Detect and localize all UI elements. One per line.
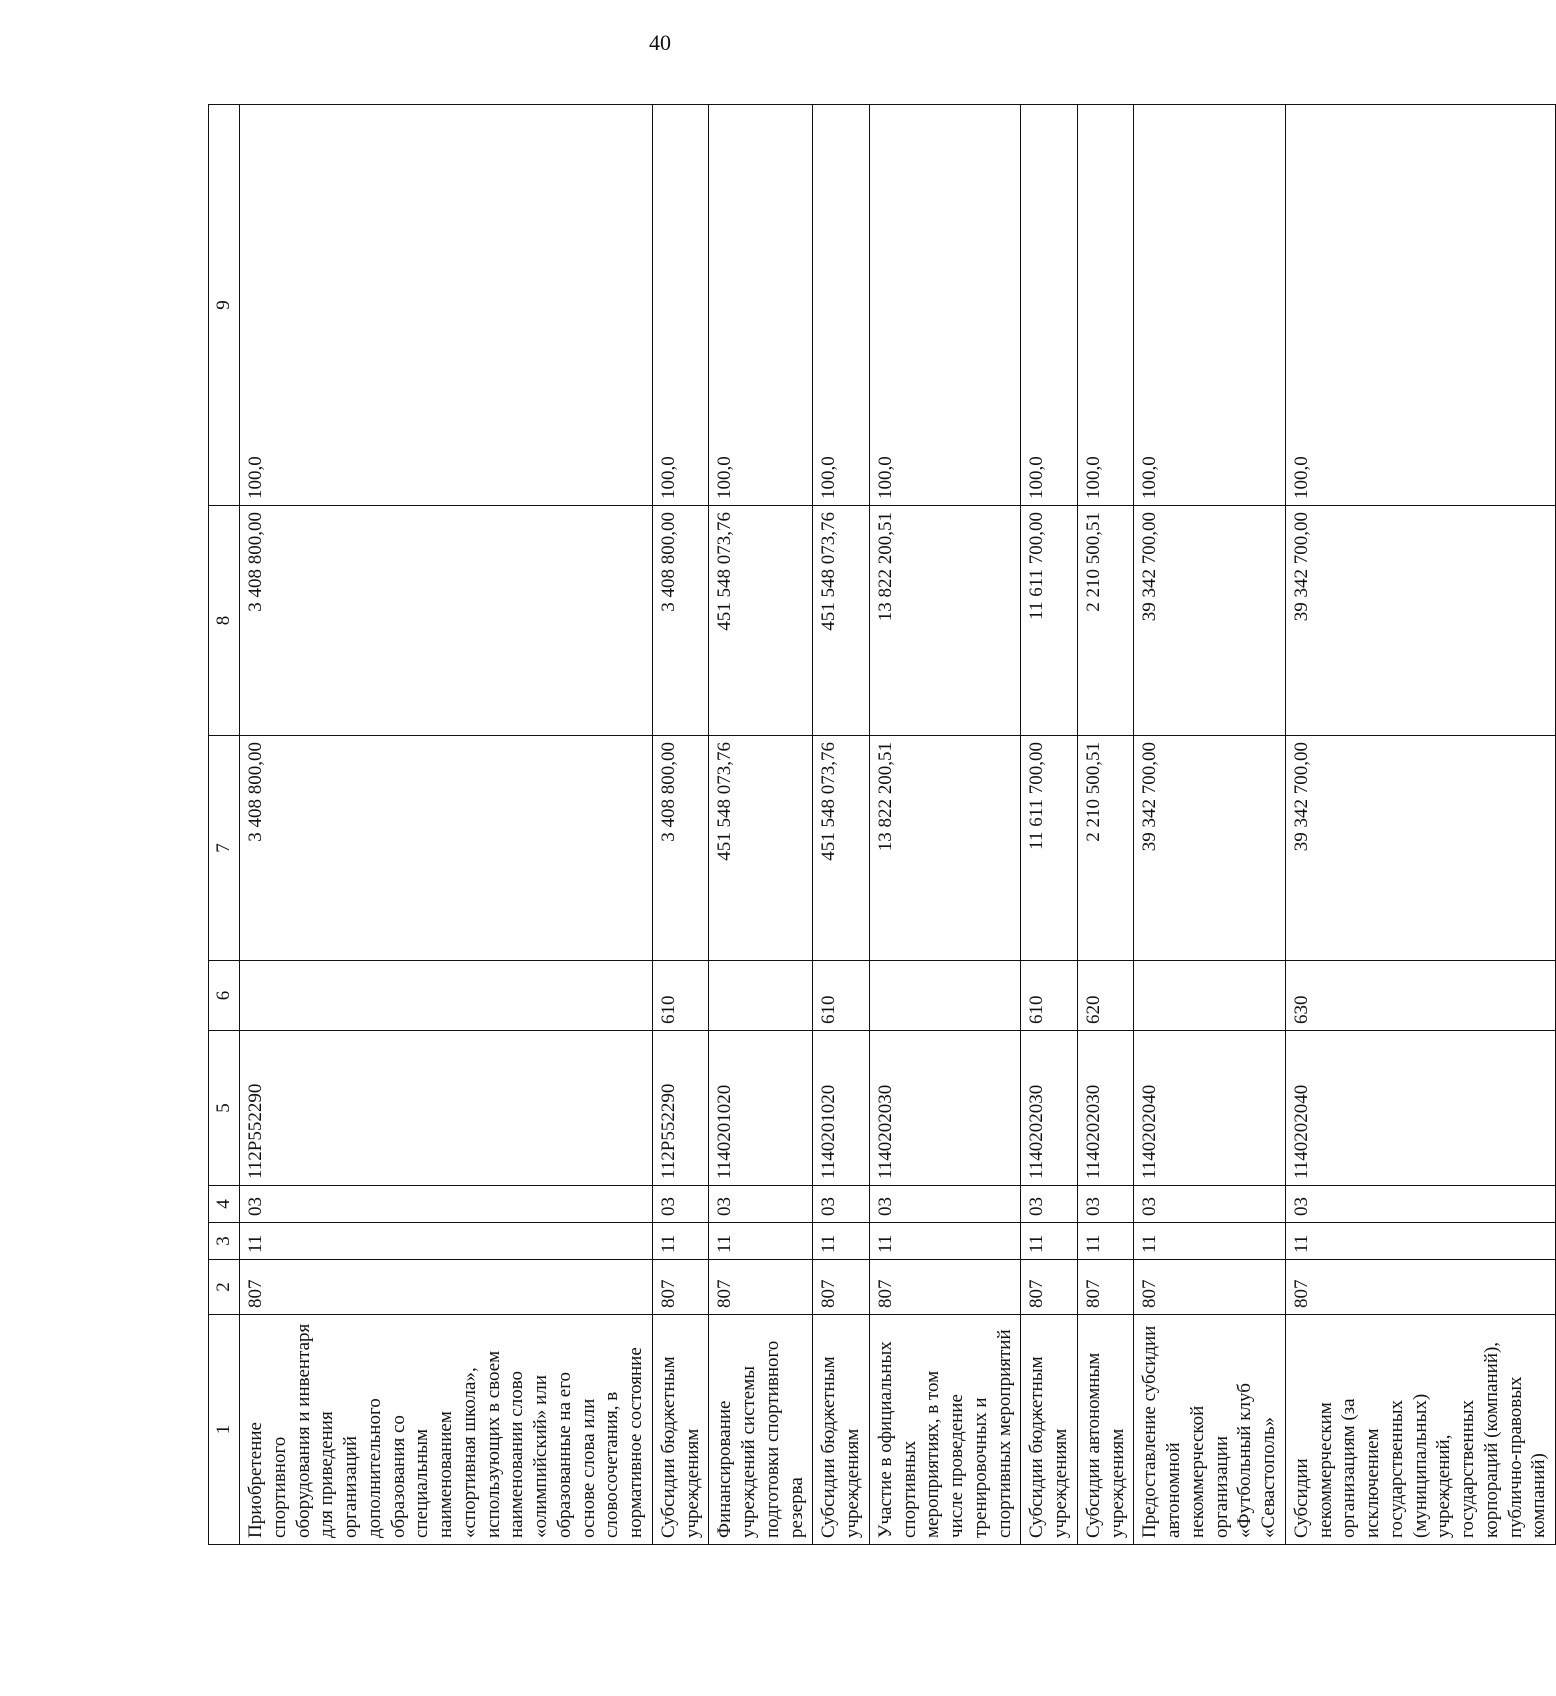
cell-expense-type: 610 (1021, 961, 1078, 1031)
cell-plan-amount: 39 342 700,00 (1285, 736, 1555, 961)
table-row (652, 105, 709, 1545)
cell-expense-type (709, 961, 813, 1031)
column-header: 3 (209, 1223, 240, 1260)
cell-subsection: 03 (813, 1186, 870, 1223)
row-name: Субсидии некоммерческим организациям (за исключением государственных (муниципальных) учреждений, государственных корпораций (компаний), публично-правовых компаний) (1285, 1315, 1555, 1545)
cell-fact-amount: 3 408 800,00 (240, 506, 653, 736)
table-row (240, 105, 653, 1545)
cell-section: 11 (240, 1223, 653, 1260)
cell-section: 11 (652, 1223, 709, 1260)
cell-section: 11 (1285, 1223, 1555, 1260)
cell-percent: 100,0 (652, 105, 709, 506)
table-row (1021, 105, 1078, 1545)
column-header: 4 (209, 1186, 240, 1223)
column-header: 2 (209, 1260, 240, 1315)
column-header: 5 (209, 1031, 240, 1186)
table-row (709, 105, 813, 1545)
cell-percent: 100,0 (869, 105, 1021, 506)
cell-grbs: 807 (1021, 1260, 1078, 1315)
cell-expense-type: 610 (813, 961, 870, 1031)
table-row (1285, 105, 1555, 1545)
cell-grbs: 807 (1077, 1260, 1134, 1315)
cell-section: 11 (813, 1223, 870, 1260)
cell-grbs: 807 (709, 1260, 813, 1315)
cell-fact-amount: 39 342 700,00 (1134, 506, 1286, 736)
column-header: 7 (209, 736, 240, 961)
cell-subsection: 03 (709, 1186, 813, 1223)
header-row (209, 105, 240, 1545)
cell-grbs: 807 (869, 1260, 1021, 1315)
cell-plan-amount: 2 210 500,51 (1077, 736, 1134, 961)
column-header: 9 (209, 105, 240, 506)
cell-expense-type: 610 (652, 961, 709, 1031)
cell-plan-amount: 3 408 800,00 (652, 736, 709, 961)
table-row (869, 105, 1021, 1545)
cell-subsection: 03 (869, 1186, 1021, 1223)
cell-percent: 100,0 (813, 105, 870, 506)
cell-fact-amount: 11 611 700,00 (1021, 506, 1078, 736)
cell-fact-amount: 13 822 200,51 (869, 506, 1021, 736)
cell-plan-amount: 451 548 073,76 (709, 736, 813, 961)
row-name: Участие в официальных спортивных мероприятиях, в том числе проведение тренировочных и спортивных мероприятий (869, 1315, 1021, 1545)
cell-target-article: 112P552290 (652, 1031, 709, 1186)
cell-percent: 100,0 (240, 105, 653, 506)
cell-grbs: 807 (813, 1260, 870, 1315)
row-name: Субсидии автономным учреждениям (1077, 1315, 1134, 1545)
cell-target-article: 1140201020 (813, 1031, 870, 1186)
cell-grbs: 807 (240, 1260, 653, 1315)
row-name: Субсидии бюджетным учреждениям (813, 1315, 870, 1545)
cell-subsection: 03 (1021, 1186, 1078, 1223)
cell-expense-type: 630 (1285, 961, 1555, 1031)
row-name: Субсидии бюджетным учреждениям (652, 1315, 709, 1545)
row-name: Субсидии бюджетным учреждениям (1021, 1315, 1078, 1545)
budget-execution-table (208, 104, 1556, 1545)
table-row (1077, 105, 1134, 1545)
cell-fact-amount: 451 548 073,76 (813, 506, 870, 736)
cell-grbs: 807 (1285, 1260, 1555, 1315)
cell-expense-type (1134, 961, 1286, 1031)
cell-percent: 100,0 (1077, 105, 1134, 506)
cell-grbs: 807 (1134, 1260, 1286, 1315)
cell-plan-amount: 3 408 800,00 (240, 736, 653, 961)
cell-target-article: 1140202030 (1021, 1031, 1078, 1186)
cell-plan-amount: 451 548 073,76 (813, 736, 870, 961)
table-row (813, 105, 870, 1545)
rotated-table-container (208, 105, 1550, 1545)
cell-subsection: 03 (1134, 1186, 1286, 1223)
cell-target-article: 1140202030 (1077, 1031, 1134, 1186)
column-header: 1 (209, 1315, 240, 1545)
row-name: Финансирование учреждений системы подготовки спортивного резерва (709, 1315, 813, 1545)
column-header: 8 (209, 506, 240, 736)
cell-section: 11 (1134, 1223, 1286, 1260)
cell-grbs: 807 (652, 1260, 709, 1315)
cell-section: 11 (1021, 1223, 1078, 1260)
column-header: 6 (209, 961, 240, 1031)
cell-expense-type: 620 (1077, 961, 1134, 1031)
cell-subsection: 03 (652, 1186, 709, 1223)
cell-target-article: 1140202030 (869, 1031, 1021, 1186)
page-number: 40 (649, 30, 671, 55)
cell-section: 11 (869, 1223, 1021, 1260)
cell-percent: 100,0 (709, 105, 813, 506)
row-name: Предоставление субсидии автономной некоммерческой организации «Футбольный клуб «Севастополь» (1134, 1315, 1286, 1545)
cell-percent: 100,0 (1021, 105, 1078, 506)
cell-target-article: 1140201020 (709, 1031, 813, 1186)
cell-plan-amount: 13 822 200,51 (869, 736, 1021, 961)
cell-expense-type (869, 961, 1021, 1031)
table-row (1134, 105, 1286, 1545)
cell-subsection: 03 (240, 1186, 653, 1223)
cell-fact-amount: 451 548 073,76 (709, 506, 813, 736)
cell-expense-type (240, 961, 653, 1031)
cell-fact-amount: 2 210 500,51 (1077, 506, 1134, 736)
cell-target-article: 112P552290 (240, 1031, 653, 1186)
cell-subsection: 03 (1285, 1186, 1555, 1223)
cell-plan-amount: 39 342 700,00 (1134, 736, 1286, 961)
cell-fact-amount: 3 408 800,00 (652, 506, 709, 736)
cell-percent: 100,0 (1285, 105, 1555, 506)
cell-section: 11 (709, 1223, 813, 1260)
row-name: Приобретение спортивного оборудования и инвентаря для приведения организаций дополнительного образования со специальным наименованием «спортивная школа», использующих в своем наименовании слово «олимпийский» или образованные на его основе слова или словосочетания, в нормативное состояние (240, 1315, 653, 1545)
cell-percent: 100,0 (1134, 105, 1286, 506)
cell-section: 11 (1077, 1223, 1134, 1260)
cell-plan-amount: 11 611 700,00 (1021, 736, 1078, 961)
cell-target-article: 1140202040 (1134, 1031, 1286, 1186)
cell-subsection: 03 (1077, 1186, 1134, 1223)
cell-target-article: 1140202040 (1285, 1031, 1555, 1186)
cell-fact-amount: 39 342 700,00 (1285, 506, 1555, 736)
